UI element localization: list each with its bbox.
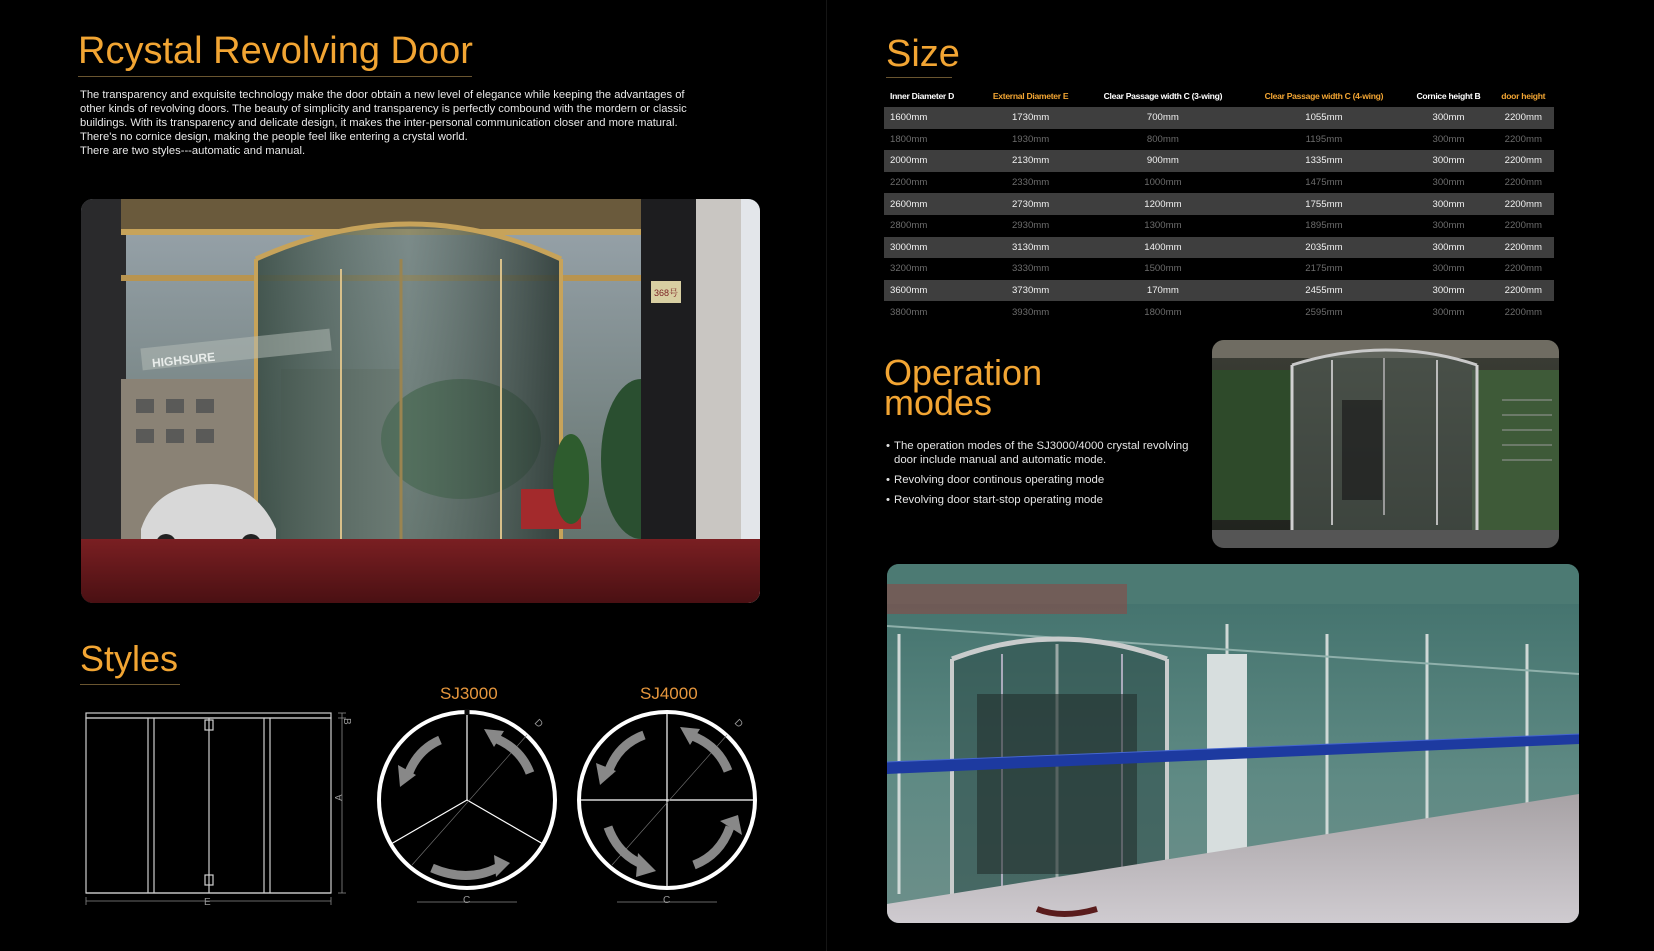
table-cell: 2330mm [979, 172, 1083, 194]
table-cell: 800mm [1082, 129, 1243, 151]
table-row [884, 172, 1554, 194]
list-item-text: The operation modes of the SJ3000/4000 crystal revolving door include manual and automatic mode. [894, 440, 1189, 466]
sign-text: HIGHSURE [151, 349, 216, 371]
table-cell: 2200mm [1493, 172, 1554, 194]
intro-line: The transparency and exquisite technology make the door obtain a new level of elegance while keeping the advantages of [80, 89, 685, 101]
table-cell: 300mm [1404, 107, 1492, 129]
table-row [884, 237, 1554, 259]
column-header: Cornice height B [1416, 90, 1481, 101]
table-cell: 1930mm [979, 129, 1083, 151]
table-cell: 300mm [1404, 301, 1492, 323]
table-cell: 3730mm [979, 280, 1083, 302]
table-cell: 300mm [1404, 237, 1492, 259]
table-cell: 2200mm [1493, 215, 1554, 237]
size-underline [886, 77, 952, 78]
table-cell: 2200mm [1493, 280, 1554, 302]
list-item-text: Revolving door continous operating mode [894, 474, 1105, 486]
main-door-photo [81, 199, 760, 603]
list-item [886, 493, 1206, 507]
table-cell: 300mm [1404, 258, 1492, 280]
table-row [884, 258, 1554, 280]
table-cell: 3130mm [979, 237, 1083, 259]
sj4000-label: SJ4000 [640, 684, 698, 703]
table-cell: 2175mm [1243, 258, 1404, 280]
intro-line: There's no cornice design, making the people feel like entering a crystal world. [80, 131, 468, 143]
table-cell: 2035mm [1243, 237, 1404, 259]
table-cell: 300mm [1404, 150, 1492, 172]
table-cell: 1895mm [1243, 215, 1404, 237]
dimension-label-d: D [731, 717, 745, 731]
table-cell: 3330mm [979, 258, 1083, 280]
operation-modes-list [886, 439, 1206, 513]
dimension-label-d: D [531, 717, 545, 731]
table-cell: 2200mm [1493, 150, 1554, 172]
column-header: Clear Passage width C (4-wing) [1264, 90, 1384, 101]
column-header: External Diameter E [992, 90, 1069, 101]
table-cell: 300mm [1404, 280, 1492, 302]
list-item [886, 439, 1206, 467]
table-cell: 900mm [1082, 150, 1243, 172]
operation-door-photo [1212, 340, 1559, 548]
bullet: • [886, 440, 890, 452]
table-cell: 1755mm [1243, 193, 1404, 215]
styles-underline [80, 684, 180, 685]
table-cell: 1475mm [1243, 172, 1404, 194]
table-cell: 3800mm [884, 301, 979, 323]
table-cell: 1055mm [1243, 107, 1404, 129]
intro-line: There are two styles---automatic and manual. [80, 145, 306, 157]
table-cell: 1335mm [1243, 150, 1404, 172]
table-cell: 2930mm [979, 215, 1083, 237]
table-cell: 1600mm [884, 107, 979, 129]
operation-title-line: modes [884, 382, 993, 423]
sj4000-plan-diagram [572, 705, 772, 905]
table-cell: 3200mm [884, 258, 979, 280]
table-cell: 1800mm [1082, 301, 1243, 323]
list-item-text: Revolving door start-stop operating mode [894, 494, 1103, 506]
storefront-door-photo [887, 564, 1579, 923]
column-header: Clear Passage width C (3-wing) [1103, 90, 1223, 101]
table-cell: 1800mm [884, 129, 979, 151]
page-divider [826, 0, 827, 951]
table-cell: 2000mm [884, 150, 979, 172]
table-cell: 3600mm [884, 280, 979, 302]
size-table-body [884, 107, 1554, 323]
table-cell: 2730mm [979, 193, 1083, 215]
table-cell: 2200mm [1493, 193, 1554, 215]
table-cell: 2600mm [884, 193, 979, 215]
operation-title-line: Operation [884, 352, 1043, 393]
table-cell: 1200mm [1082, 193, 1243, 215]
table-row [884, 129, 1554, 151]
table-row [884, 193, 1554, 215]
table-cell: 2200mm [1493, 301, 1554, 323]
dimension-label-c: C [663, 895, 671, 905]
intro-line: buildings. With its transparency and delicate design, it makes the inter-personal communication closer and more matural. [80, 117, 678, 129]
table-cell: 300mm [1404, 129, 1492, 151]
table-cell: 1300mm [1082, 215, 1243, 237]
table-cell: 1000mm [1082, 172, 1243, 194]
table-cell: 2130mm [979, 150, 1083, 172]
styles-title: Styles [80, 638, 179, 679]
column-header: door height [1501, 90, 1546, 101]
intro-paragraph [80, 88, 760, 158]
list-item [886, 473, 1206, 487]
page-title: Rcystal Revolving Door [78, 30, 473, 72]
sj3000-plan-diagram [372, 705, 572, 905]
column-header: Inner Diameter D [890, 90, 954, 101]
dimension-label-e: E [204, 897, 211, 905]
bullet: • [886, 474, 890, 486]
table-row [884, 301, 1554, 323]
size-table [884, 84, 1554, 323]
table-cell: 170mm [1082, 280, 1243, 302]
table-cell: 1195mm [1243, 129, 1404, 151]
bullet: • [886, 494, 890, 506]
table-row [884, 280, 1554, 302]
intro-line: other kinds of revolving doors. The beauty of simplicity and transparency is perfectly combound with the mordern or classic [80, 103, 687, 115]
table-cell: 1400mm [1082, 237, 1243, 259]
table-cell: 2200mm [1493, 237, 1554, 259]
table-cell: 3000mm [884, 237, 979, 259]
front-elevation-diagram [80, 705, 360, 905]
table-row [884, 215, 1554, 237]
table-cell: 3930mm [979, 301, 1083, 323]
table-cell: 2200mm [1493, 129, 1554, 151]
table-cell: 2595mm [1243, 301, 1404, 323]
table-cell: 2800mm [884, 215, 979, 237]
table-cell: 300mm [1404, 193, 1492, 215]
dimension-label-c: C [463, 895, 471, 905]
table-cell: 1730mm [979, 107, 1083, 129]
table-cell: 2455mm [1243, 280, 1404, 302]
table-row [884, 107, 1554, 129]
table-cell: 300mm [1404, 172, 1492, 194]
table-cell: 700mm [1082, 107, 1243, 129]
operation-modes-title [884, 352, 1043, 423]
title-underline [78, 76, 472, 77]
dimension-label-a: A [334, 794, 345, 801]
table-cell: 2200mm [1493, 107, 1554, 129]
size-title: Size [886, 33, 960, 75]
plaque-text: 368号 [653, 288, 679, 298]
table-cell: 2200mm [884, 172, 979, 194]
dimension-label-b: B [341, 718, 352, 725]
table-cell: 300mm [1404, 215, 1492, 237]
sj3000-label: SJ3000 [440, 684, 498, 703]
table-cell: 1500mm [1082, 258, 1243, 280]
table-row [884, 150, 1554, 172]
table-cell: 2200mm [1493, 258, 1554, 280]
size-table-header-row [884, 84, 1554, 107]
